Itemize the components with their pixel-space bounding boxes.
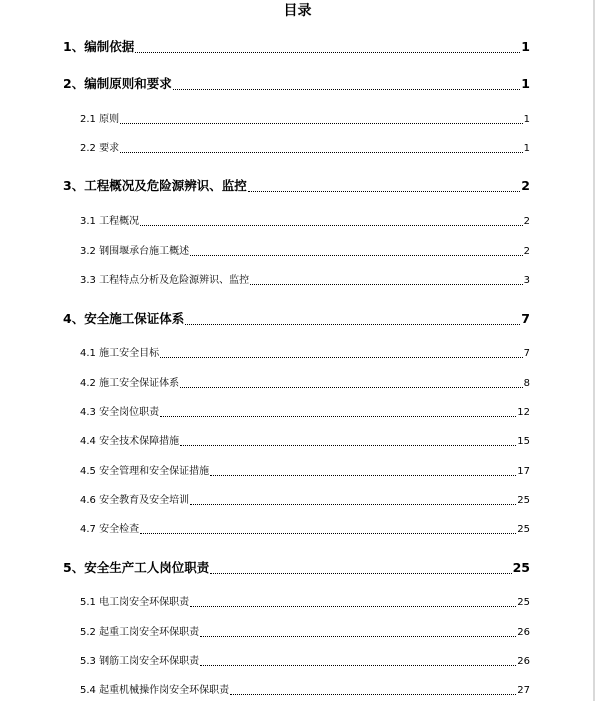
toc-dot-leader — [190, 255, 523, 256]
toc-entry-2-1[interactable] — [80, 113, 530, 127]
toc-entry-text: 4、安全施工保证体系 — [63, 311, 185, 326]
toc-dot-leader — [210, 573, 511, 574]
toc-entry-text: 4.4 安全技术保障措施 — [80, 436, 180, 447]
toc-page-number: 26 — [517, 656, 530, 667]
toc-entry-text: 5.2 起重工岗安全环保职责 — [80, 627, 200, 638]
toc-entry-2-2[interactable] — [80, 142, 530, 156]
toc-entry-text: 3.3 工程特点分析及危险源辨识、监控 — [80, 275, 250, 286]
toc-entry-text: 3.1 工程概况 — [80, 216, 140, 227]
toc-page-number: 2 — [523, 216, 530, 227]
toc-entry-4-1[interactable] — [80, 347, 530, 361]
toc-dot-leader — [180, 387, 523, 388]
toc-dot-leader — [250, 284, 523, 285]
toc-page-number: 27 — [517, 685, 530, 696]
toc-dot-leader — [185, 324, 520, 325]
toc-dot-leader — [140, 533, 516, 534]
toc-entry-text: 4.6 安全教育及安全培训 — [80, 495, 190, 506]
toc-entry-text: 4.5 安全管理和安全保证措施 — [80, 466, 210, 477]
toc-dot-leader — [120, 123, 523, 124]
toc-entry-5-2[interactable] — [80, 626, 530, 640]
toc-dot-leader — [190, 504, 516, 505]
toc-entry-4-7[interactable] — [80, 523, 530, 537]
toc-entry-3-1[interactable] — [80, 215, 530, 229]
toc-entry-4[interactable] — [63, 310, 530, 328]
toc-page-number: 12 — [517, 407, 530, 418]
toc-entry-text: 3.2 钢围堰承台施工概述 — [80, 246, 190, 257]
toc-dot-leader — [230, 694, 516, 695]
toc-page-number: 15 — [517, 436, 530, 447]
toc-entry-text: 5.3 钢筋工岗安全环保职责 — [80, 656, 200, 667]
toc-entry-5-3[interactable] — [80, 655, 530, 669]
toc-dot-leader — [160, 357, 523, 358]
toc-entry-3[interactable] — [63, 177, 530, 195]
toc-entry-2[interactable] — [63, 75, 530, 93]
toc-page-number: 1 — [521, 39, 530, 54]
toc-page-number: 25 — [512, 560, 530, 575]
toc-entry-text: 4.2 施工安全保证体系 — [80, 378, 180, 389]
toc-entry-text: 5.4 起重机械操作岗安全环保职责 — [80, 685, 230, 696]
toc-entry-text: 5、安全生产工人岗位职责 — [63, 560, 210, 575]
toc-page-number: 1 — [521, 76, 530, 91]
toc-title: 目录 — [283, 3, 312, 19]
toc-entry-3-2[interactable] — [80, 245, 530, 259]
toc-entry-5-1[interactable] — [80, 596, 530, 610]
toc-entry-5-4[interactable] — [80, 684, 530, 698]
toc-page-number: 7 — [521, 311, 530, 326]
toc-page-number: 3 — [523, 275, 530, 286]
toc-entry-4-2[interactable] — [80, 377, 530, 391]
toc-page-number: 2 — [521, 178, 530, 193]
toc-page-number: 25 — [517, 524, 530, 535]
toc-entry-text: 2.1 原则 — [80, 114, 120, 125]
toc-entry-text: 5.1 电工岗安全环保职责 — [80, 597, 190, 608]
toc-dot-leader — [160, 416, 516, 417]
toc-entry-text: 2.2 要求 — [80, 143, 120, 154]
toc-entry-1[interactable] — [63, 38, 530, 56]
toc-page-number: 2 — [523, 246, 530, 257]
toc-entry-5[interactable] — [63, 559, 530, 577]
toc-entry-3-3[interactable] — [80, 274, 530, 288]
toc-dot-leader — [120, 152, 523, 153]
toc-dot-leader — [200, 665, 516, 666]
toc-page-number: 1 — [523, 114, 530, 125]
toc-page-number: 26 — [517, 627, 530, 638]
toc-dot-leader — [140, 225, 523, 226]
toc-dot-leader — [210, 475, 516, 476]
toc-entry-text: 1、编制依据 — [63, 39, 135, 54]
toc-entry-text: 4.3 安全岗位职责 — [80, 407, 160, 418]
toc-entry-text: 3、工程概况及危险源辨识、监控 — [63, 178, 247, 193]
toc-entry-text: 4.7 安全检查 — [80, 524, 140, 535]
toc-entry-4-6[interactable] — [80, 494, 530, 508]
toc-entry-4-5[interactable] — [80, 465, 530, 479]
toc-entry-4-4[interactable] — [80, 435, 530, 449]
toc-entry-4-3[interactable] — [80, 406, 530, 420]
toc-dot-leader — [135, 52, 520, 53]
toc-page-number: 17 — [517, 466, 530, 477]
toc-dot-leader — [173, 89, 521, 90]
toc-page-number: 25 — [517, 597, 530, 608]
toc-page-number: 1 — [523, 143, 530, 154]
toc-entry-text: 2、编制原则和要求 — [63, 76, 172, 91]
toc-entry-text: 4.1 施工安全目标 — [80, 348, 160, 359]
toc-page-number: 25 — [517, 495, 530, 506]
toc-dot-leader — [248, 191, 521, 192]
toc-dot-leader — [190, 606, 516, 607]
toc-page-number: 8 — [523, 378, 530, 389]
toc-dot-leader — [200, 636, 516, 637]
toc-dot-leader — [180, 445, 516, 446]
toc-page-number: 7 — [523, 348, 530, 359]
